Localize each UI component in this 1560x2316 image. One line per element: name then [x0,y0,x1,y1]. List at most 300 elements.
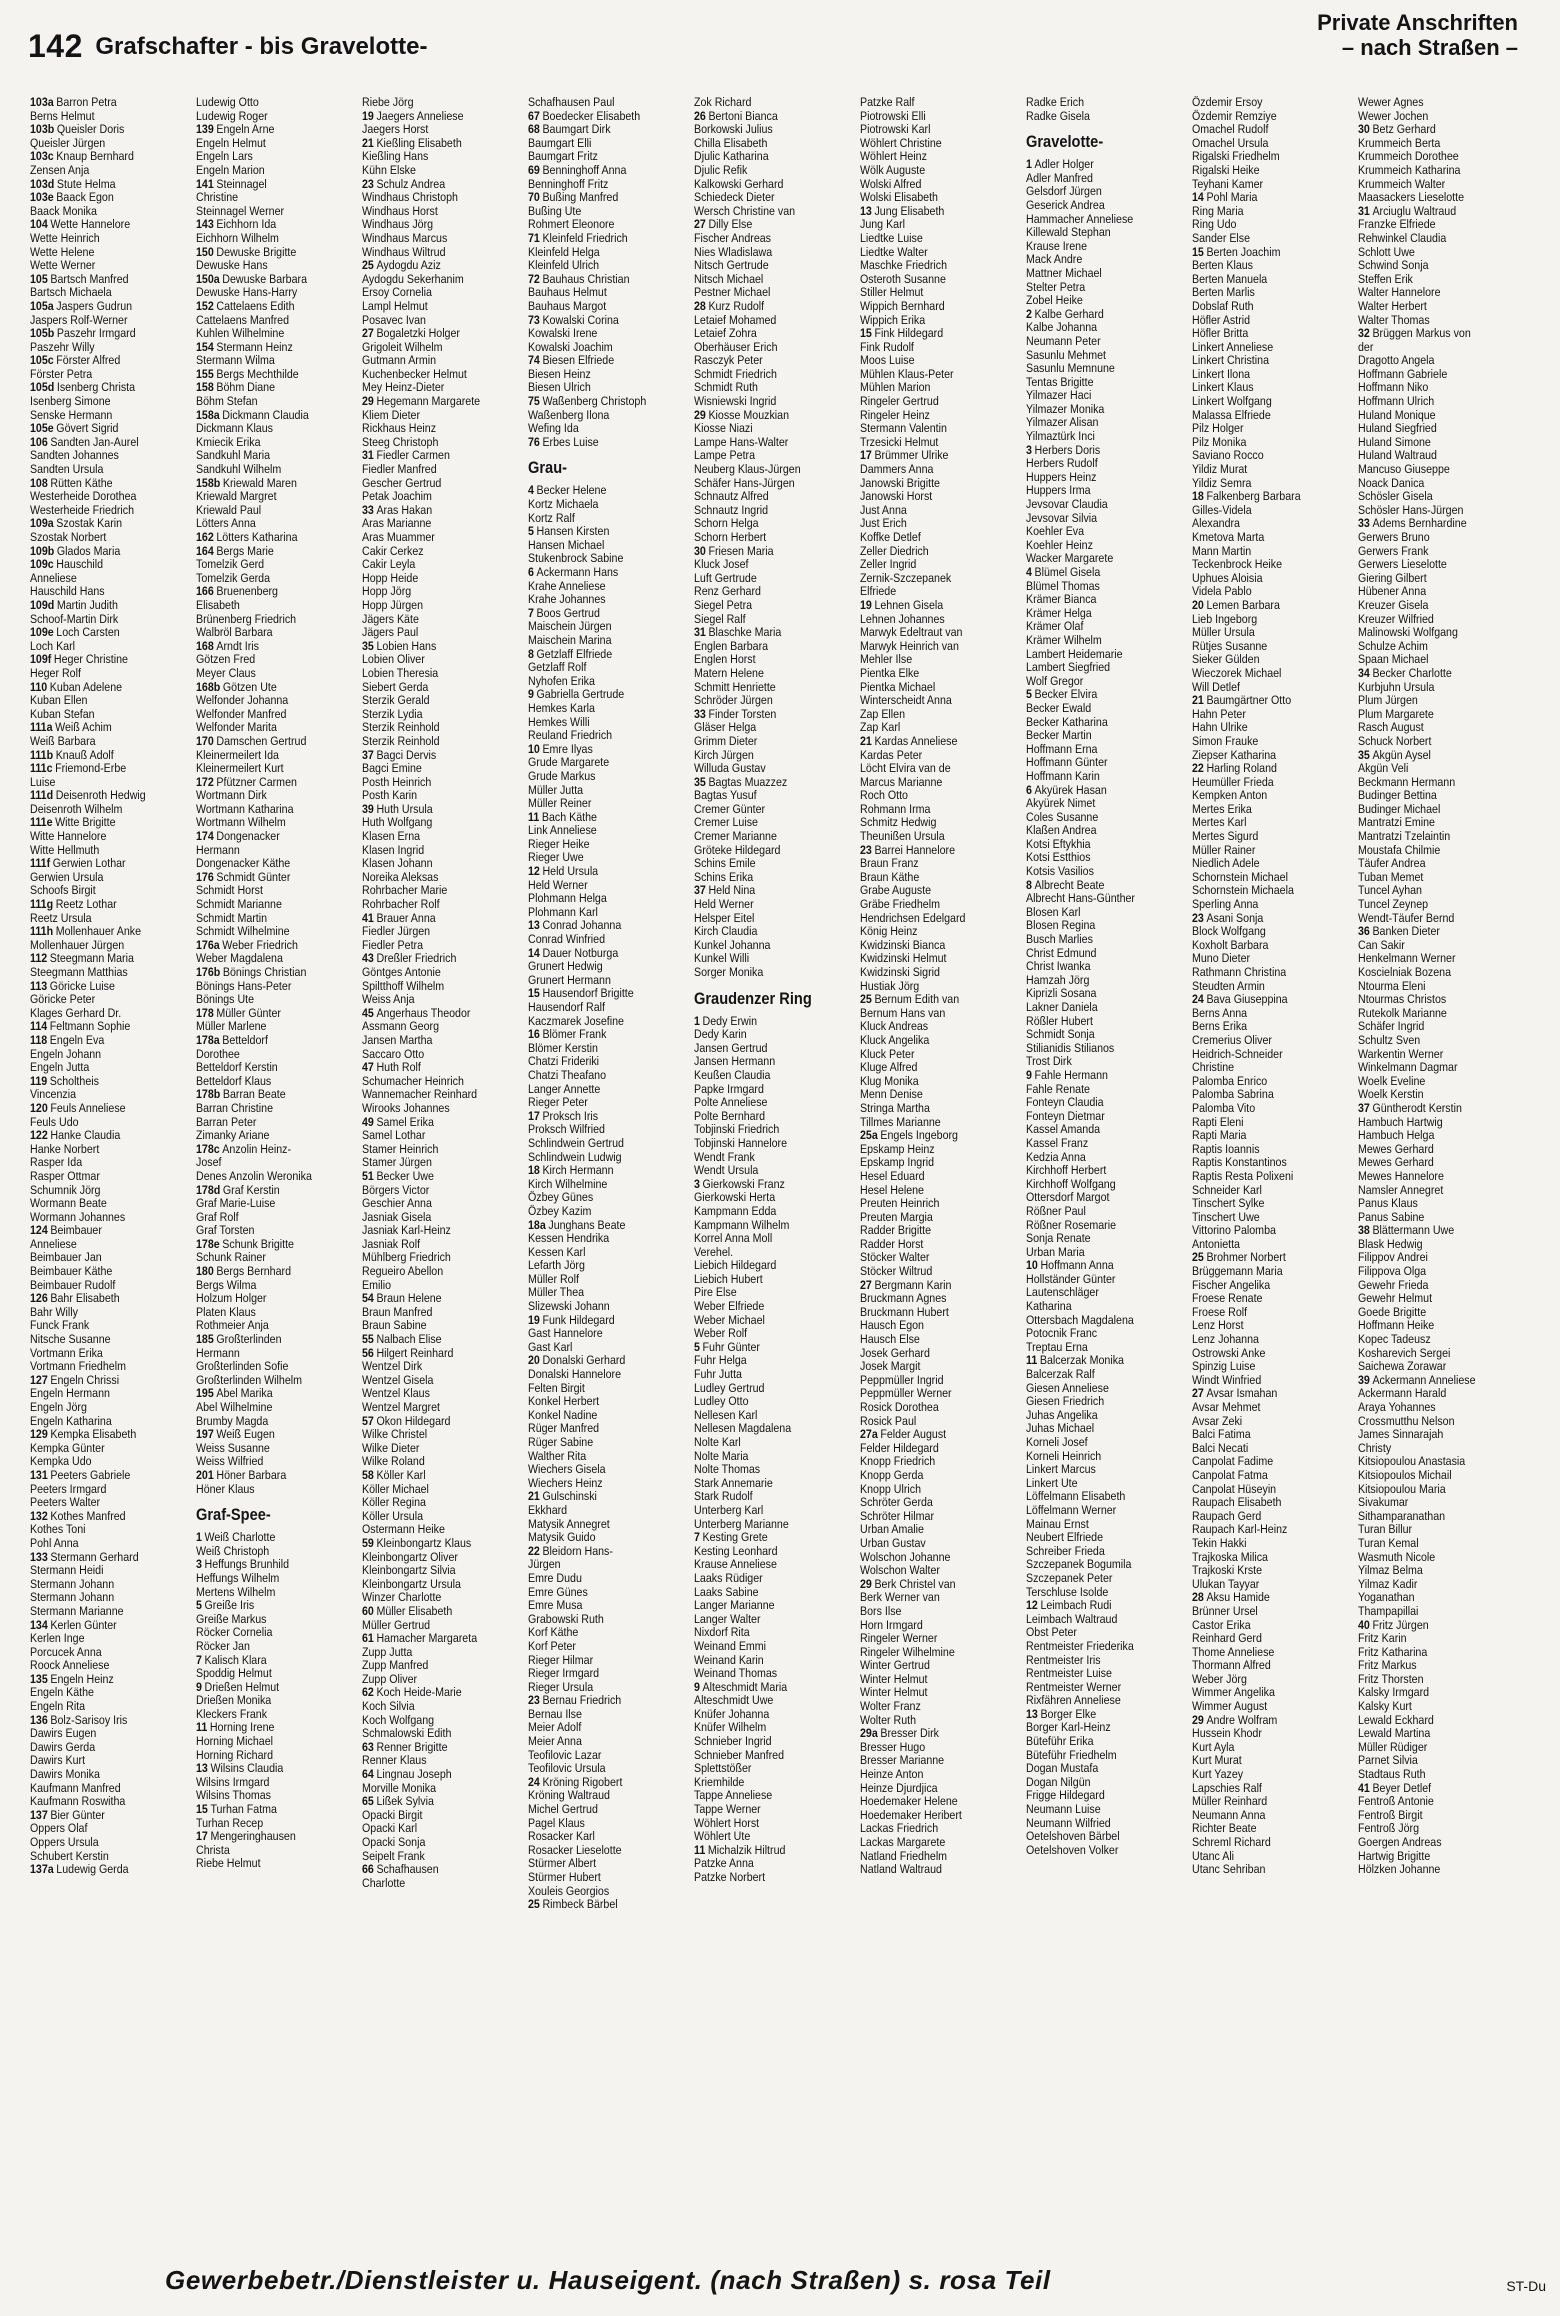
directory-entry [30,1564,169,1578]
directory-entry [362,993,501,1007]
resident-name: Raptis Konstantinos [1192,1155,1287,1170]
resident-name: Wölk Auguste [860,162,926,177]
resident-name: Dogan Nilgün [1026,1774,1091,1789]
resident-name: Sandkuhl Maria [196,448,271,463]
directory-entry [694,150,833,164]
directory-entry [694,1110,833,1124]
directory-entry [196,246,335,260]
directory-entry [1358,1686,1497,1700]
house-number: 133 [30,1549,48,1564]
directory-entry [1192,816,1331,830]
resident-name: Kowalski Joachim [528,339,613,354]
house-number: 134 [30,1617,48,1632]
house-number: 172 [196,774,214,789]
resident-name: Berns Anna [1192,1005,1248,1020]
resident-name: Kuhlen Wilhelmine [196,326,285,341]
directory-entry [196,1102,335,1116]
directory-entry [1192,1551,1331,1565]
resident-name: Löffelmann Elisabeth [1026,1489,1126,1504]
resident-name: Tinschert Uwe [1192,1209,1260,1224]
resident-name: Fritz Jürgen [1372,1617,1429,1632]
directory-entry [860,1510,999,1524]
directory-entry [1192,939,1331,953]
directory-entry [1192,1415,1331,1429]
directory-entry [860,844,999,858]
directory-entry [694,585,833,599]
directory-entry [860,1251,999,1265]
directory-entry [1026,552,1165,566]
resident-name: Gewehr Helmut [1358,1291,1433,1306]
house-number: 34 [1358,665,1370,680]
resident-name: Gabriella Gertrude [536,687,625,702]
resident-name: Wolski Alfred [860,176,922,191]
resident-name: Vincenzia [30,1087,77,1102]
directory-entry [694,599,833,613]
directory-entry [1358,1578,1497,1592]
directory-entry [1026,1586,1165,1600]
resident-name: Yilmazer Alisan [1026,415,1099,430]
resident-name: Crossmutthu Nelson [1358,1413,1455,1428]
directory-entry [694,477,833,491]
resident-name: Wöhlert Heinz [860,149,927,164]
resident-name: Göricke Luise [49,978,115,993]
directory-entry [30,178,169,192]
directory-entry [860,259,999,273]
resident-name: Falkenberg Barbara [1206,489,1301,504]
directory-entry [1192,300,1331,314]
resident-name: Christa [196,1842,230,1857]
resident-name: Schmidt Horst [196,883,263,898]
resident-name: Paszehr Irmgard [56,326,136,341]
directory-entry [528,1042,667,1056]
resident-name: Windhaus Christoph [362,190,458,205]
resident-name: Becker Uwe [376,1168,434,1183]
resident-name: Kuchenbecker Helmut [362,366,467,381]
resident-name: Matysik Guido [528,1530,596,1545]
resident-name: Avsar Zeki [1192,1413,1243,1428]
resident-name: Hesel Eduard [860,1168,925,1183]
resident-name: Büteführ Friedhelm [1026,1747,1117,1762]
resident-name: Teofilovic Lazar [528,1747,602,1762]
resident-name: Lambert Siegfried [1026,660,1111,675]
resident-name: Baumgart Dirk [542,122,611,137]
street-heading: Graudenzer Ring [694,988,812,1008]
directory-entry [860,327,999,341]
directory-entry [860,1605,999,1619]
directory-entry [362,1605,501,1619]
resident-name: Wolschon Johanne [860,1549,951,1564]
directory-entry [362,844,501,858]
directory-entry [362,776,501,790]
resident-name: Just Erich [860,516,907,531]
house-number: 13 [528,918,540,933]
directory-entry [528,368,667,382]
resident-name: Hoedemaker Heribert [860,1807,962,1822]
directory-entry [30,205,169,219]
resident-name: Rasch August [1358,720,1424,735]
directory-entry [1358,1836,1497,1850]
resident-name: Sithamparanathan [1358,1508,1446,1523]
directory-entry [1358,599,1497,613]
directory-entry [1358,1496,1497,1510]
resident-name: Kluck Peter [860,1046,915,1061]
resident-name: Beckmann Hermann [1358,774,1456,789]
resident-name: Ringeler Heinz [860,407,930,422]
resident-name: Heffungs Wilhelm [196,1570,280,1585]
directory-entry [860,599,999,613]
resident-name: Renner Brigitte [376,1739,448,1754]
resident-name: Patzke Anna [694,1856,754,1871]
directory-column [1192,96,1331,2218]
directory-entry [1358,1646,1497,1660]
directory-entry [196,762,335,776]
resident-name: Yilmaz Belma [1358,1563,1423,1578]
directory-entry [528,395,667,409]
house-number: 25 [1192,1250,1204,1265]
resident-name: Gutmann Armin [362,353,437,368]
resident-name: Hoffmann Gabriele [1358,366,1448,381]
directory-entry [1358,1673,1497,1687]
directory-entry [196,545,335,559]
resident-name: Schäfer Hans-Jürgen [694,475,795,490]
house-number: 158b [196,475,221,490]
directory-entry [196,1251,335,1265]
resident-name: Kowalski Irene [528,326,598,341]
resident-name: Bahr Elisabeth [50,1291,120,1306]
directory-entry [30,572,169,586]
directory-entry [1358,1469,1497,1483]
house-number: 119 [30,1073,48,1088]
directory-entry [860,1673,999,1687]
resident-name: Horning Irene [209,1720,275,1735]
directory-entry [860,477,999,491]
directory-entry [362,123,501,137]
resident-name: Zeller Diedrich [860,543,929,558]
house-number: 170 [196,733,214,748]
directory-entry [694,572,833,586]
directory-entry [1192,830,1331,844]
directory-entry [1192,749,1331,763]
resident-name: Kleinbongartz Ursula [362,1576,461,1591]
resident-name: Malassa Elfriede [1192,407,1271,422]
resident-name: Erbes Luise [542,434,599,449]
directory-entry [1026,1219,1165,1233]
directory-entry [1192,708,1331,722]
directory-entry [528,484,667,498]
house-number: 7 [528,605,534,620]
directory-entry [362,1048,501,1062]
house-number: 30 [1358,122,1370,137]
directory-entry [30,123,169,137]
resident-name: Huth Ursula [376,801,433,816]
resident-name: Simon Frauke [1192,733,1259,748]
resident-name: Utanc Sehriban [1192,1862,1266,1877]
directory-entry [1192,477,1331,491]
resident-name: Kriewald Margret [196,489,277,504]
resident-name: Eichhorn Wilhelm [196,230,279,245]
resident-name: Hanke Norbert [30,1141,100,1156]
directory-entry [860,123,999,137]
house-number: 39 [1358,1372,1370,1387]
directory-entry [528,1871,667,1885]
house-number: 6 [1026,782,1032,797]
directory-entry [196,1817,335,1831]
directory-entry [1358,517,1497,531]
resident-name: Stamer Heinrich [362,1141,439,1156]
resident-name: Martin Judith [56,597,118,612]
resident-name: Yilmaztürk Inci [1026,429,1095,444]
resident-name: Kampmann Edda [694,1203,777,1218]
resident-name: Filippov Andrei [1358,1250,1428,1265]
directory-entry [362,327,501,341]
directory-column [528,96,667,2218]
directory-entry [1358,314,1497,328]
house-number: 6 [528,565,534,579]
house-number: 27 [694,217,706,232]
directory-column [1026,96,1165,2218]
resident-name: Wisniewski Ingrid [694,394,777,409]
directory-entry [528,314,667,328]
directory-entry [528,232,667,246]
directory-entry [1358,1279,1497,1293]
directory-entry [196,1667,335,1681]
directory-entry [362,1333,501,1347]
directory-entry [860,1374,999,1388]
resident-name: Kosharevich Sergei [1358,1345,1451,1360]
directory-entry [30,749,169,763]
directory-entry [1192,1564,1331,1578]
directory-entry [196,1749,335,1763]
directory-entry [196,1681,335,1695]
directory-entry [362,694,501,708]
directory-entry [362,925,501,939]
resident-name: Will Detlef [1192,679,1240,694]
directory-entry [362,1646,501,1660]
resident-name: Albrecht Beate [1034,877,1105,892]
house-number: 71 [528,230,540,245]
house-number: 118 [30,1032,48,1047]
resident-name: Palomba Enrico [1192,1073,1268,1088]
house-number: 45 [362,1005,374,1020]
resident-name: Dilly Else [708,217,753,232]
resident-name: Plohmann Helga [528,891,607,906]
house-number: 29a [860,1726,878,1741]
directory-entry [1026,1246,1165,1260]
directory-entry [196,694,335,708]
resident-name: Börgers Victor [362,1182,430,1197]
directory-entry [30,1387,169,1401]
directory-entry [860,694,999,708]
house-number: 178d [196,1182,221,1197]
resident-name: Löcht Elvira van de [860,761,951,776]
directory-entry [1026,110,1165,124]
directory-entry [1192,1401,1331,1415]
resident-name: Bogaletzki Holger [376,326,460,341]
directory-entry [362,1251,501,1265]
resident-name: Schwind Sonja [1358,258,1429,273]
resident-name: Brünenberg Friedrich [196,611,297,626]
resident-name: Araya Yohannes [1358,1400,1436,1414]
resident-name: Heffungs Brunhild [204,1557,290,1572]
directory-entry [528,273,667,287]
resident-name: Gast Karl [528,1339,573,1354]
page-header-left [28,28,427,65]
resident-name: Treptau Erna [1026,1339,1088,1354]
resident-name: Fischer Angelika [1192,1277,1271,1292]
resident-name: Schulze Achim [1358,638,1428,653]
resident-name: Engeln Jutta [30,1060,90,1075]
directory-entry [1026,1640,1165,1654]
resident-name: Wippich Bernhard [860,298,945,313]
resident-name: Jaspers Gudrun [56,298,133,313]
resident-name: Glados Maria [56,543,121,558]
resident-name: Kluck Josef [694,557,749,572]
directory-entry [1026,784,1165,798]
house-number: 37 [1358,1100,1370,1115]
directory-entry [362,1143,501,1157]
directory-entry [1026,1110,1165,1124]
resident-name: Neumann Peter [1026,333,1101,348]
resident-name: Lewald Eckhard [1358,1712,1434,1727]
resident-name: James Sinnarajah [1358,1427,1444,1442]
directory-entry [362,1428,501,1442]
resident-name: Stürmer Albert [528,1856,597,1871]
directory-entry [362,1754,501,1768]
house-number: 8 [528,646,534,661]
directory-entry [694,1654,833,1668]
resident-name: Felder Hildegard [860,1440,939,1455]
resident-name: Sasunlu Memnune [1026,361,1115,376]
resident-name: Röcker Jan [196,1638,250,1653]
resident-name: Omachel Ursula [1192,135,1269,150]
resident-name: Kirchhoff Wolfgang [1026,1176,1116,1191]
resident-name: Spinzig Luise [1192,1359,1256,1374]
resident-name: Stermann Heidi [30,1563,104,1578]
resident-name: Hoffmann Karin [1026,768,1100,783]
house-number: 62 [362,1685,374,1700]
resident-name: Dawirs Monika [30,1767,100,1782]
resident-name: Szostak Norbert [30,530,107,544]
resident-name: Peeters Walter [30,1495,101,1510]
resident-name: Helsper Eitel [694,910,755,925]
directory-entry [1358,816,1497,830]
directory-entry [1358,1143,1497,1157]
directory-entry [1192,1442,1331,1456]
resident-name: Becker Katharina [1026,714,1108,729]
resident-name: Rasper Ida [30,1155,83,1170]
resident-name: Plohmann Karl [528,904,598,919]
resident-name: Klages Gerhard Dr. [30,1005,122,1020]
resident-name: Stark Annemarie [694,1475,773,1490]
resident-name: Link Anneliese [528,823,597,838]
directory-entry [1192,572,1331,586]
resident-name: Langer Marianne [694,1598,775,1613]
directory-entry [1192,844,1331,858]
directory-entry [1192,1156,1331,1170]
house-number: 11 [694,1842,706,1857]
directory-entry [30,1048,169,1062]
resident-name: Held Nina [708,883,756,898]
house-number: 70 [528,190,540,205]
directory-entry [694,1382,833,1396]
directory-entry [362,572,501,586]
directory-entry [860,939,999,953]
directory-entry [860,1401,999,1415]
directory-entry [694,1055,833,1069]
directory-column [860,96,999,2218]
directory-entry [362,980,501,994]
resident-name: Bahr Willy [30,1304,78,1319]
house-number: 56 [362,1345,374,1360]
directory-entry [1026,1327,1165,1341]
resident-name: Klasen Erna [362,829,421,844]
resident-name: Aksu Hamide [1206,1590,1270,1605]
resident-name: Rieger Ursula [528,1679,594,1694]
directory-entry [1026,974,1165,988]
resident-name: Rütten Käthe [50,475,113,490]
directory-entry [1358,1374,1497,1388]
house-number: 174 [196,829,214,844]
resident-name: Müller Elisabeth [376,1603,453,1618]
directory-entry [528,1531,667,1545]
directory-entry [1026,349,1165,363]
directory-entry [1026,1762,1165,1776]
directory-entry [528,661,667,675]
directory-entry [30,1741,169,1755]
directory-entry [1026,892,1165,906]
directory-entry [362,1686,501,1700]
directory-entry [860,191,999,205]
directory-entry [860,857,999,871]
house-number: 26 [694,108,706,123]
directory-entry [1192,1102,1331,1116]
resident-name: Rickhaus Heinz [362,421,437,436]
directory-entry [528,824,667,838]
directory-entry [1358,708,1497,722]
directory-entry [30,1374,169,1388]
resident-name: Samel Erika [376,1114,434,1129]
resident-name: Rohmert Eleonore [528,217,615,232]
directory-entry [860,409,999,423]
resident-name: Raptis Ioannis [1192,1141,1260,1156]
directory-entry [30,681,169,695]
directory-entry [1192,599,1331,613]
house-number: 126 [30,1291,48,1306]
directory-entry [528,1286,667,1300]
directory-entry [362,1238,501,1252]
directory-entry [528,1450,667,1464]
resident-name: Blättermann Uwe [1372,1223,1455,1238]
resident-name: Kreuzer Gisela [1358,597,1429,612]
house-number: 33 [1358,516,1370,531]
directory-entry [1192,1673,1331,1687]
house-number: 129 [30,1427,48,1442]
directory-entry [1026,1463,1165,1477]
directory-entry [1358,1714,1497,1728]
directory-entry [1358,477,1497,491]
resident-name: Herbers Doris [1034,442,1101,457]
directory-entry [1358,1795,1497,1809]
directory-entry [860,1238,999,1252]
resident-name: Turhan Fatma [210,1802,277,1817]
directory-entry [694,816,833,830]
resident-name: Wette Helene [30,244,95,259]
directory-entry [860,1496,999,1510]
resident-name: Schnieber Manfred [694,1747,785,1762]
directory-entry [694,1504,833,1518]
resident-name: Oppers Ursula [30,1835,99,1849]
directory-entry [196,708,335,722]
